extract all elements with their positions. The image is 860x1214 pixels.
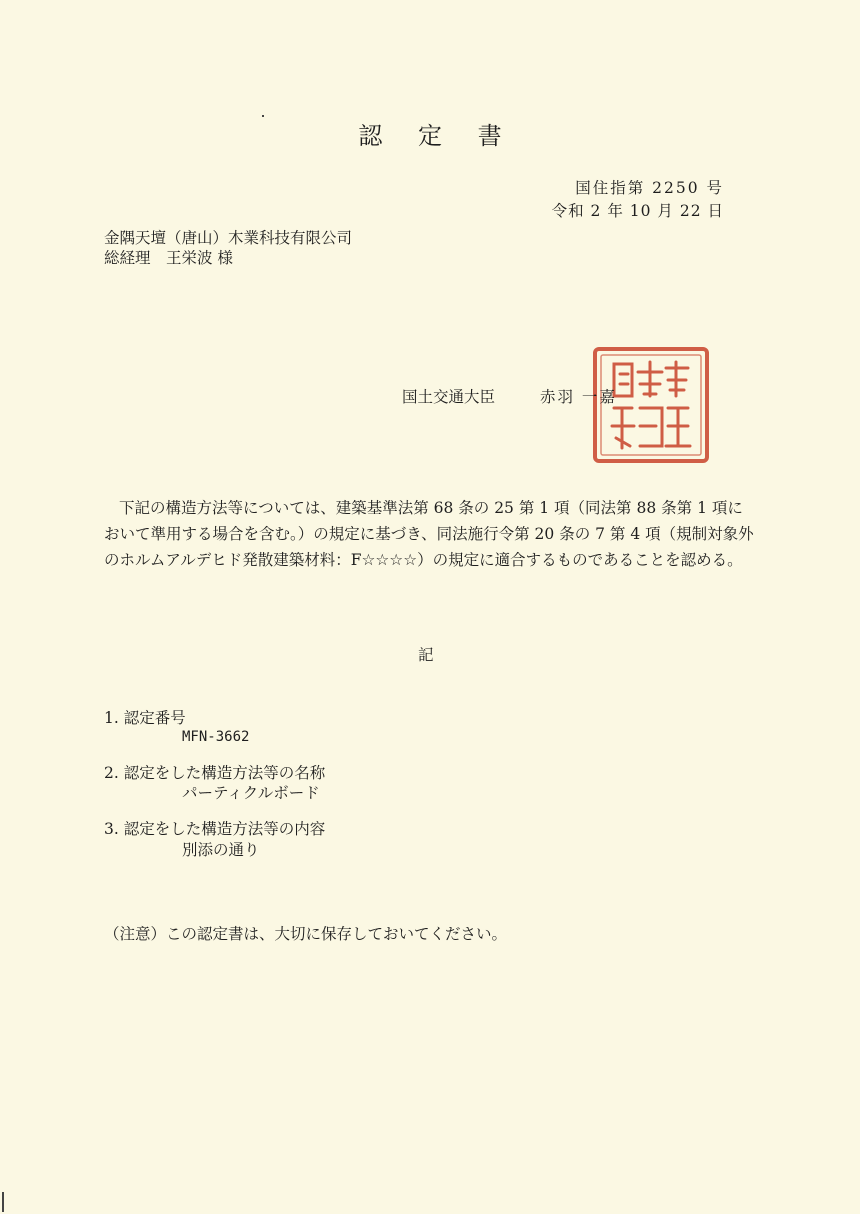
body-paragraph: 下記の構造方法等については、建築基準法第 68 条の 25 第 1 項（同法第 88 条第 1 項において準用する場合を含む。）の規定に基づき、同法施行令第 20 条の 7 第 4 項（規制対象外のホルムアルデヒド発散建築材料：F☆☆☆☆）の規定に適合するものであることを認める。 [104,499,754,569]
item-2-value: パーティクルボード [182,784,320,802]
record-marker: 記 [418,646,434,664]
item-3-value: 別添の通り [182,841,260,859]
item-2-label: 2. 認定をした構造方法等の名称 [104,764,326,782]
issuer-name: 赤羽 一嘉 [540,388,617,406]
addressee-person: 総経理 王栄波 様 [104,249,233,267]
addressee-company: 金隅天壇（唐山）木業科技有限公司 [104,229,353,247]
item-3-label: 3. 認定をした構造方法等の内容 [104,820,326,838]
item-1-value: MFN-3662 [182,729,250,745]
scan-speck [262,115,264,117]
reference-number: 国住指第 2250 号 [575,179,724,197]
item-1-label: 1. 認定番号 [104,709,186,727]
issuer-title: 国土交通大臣 [402,388,496,406]
document-title: 認 定 書 [358,122,516,150]
issue-date: 令和 2 年 10 月 22 日 [551,202,724,220]
storage-note: （注意）この認定書は、大切に保存しておいてください。 [104,925,508,943]
scan-speck [2,1192,4,1212]
